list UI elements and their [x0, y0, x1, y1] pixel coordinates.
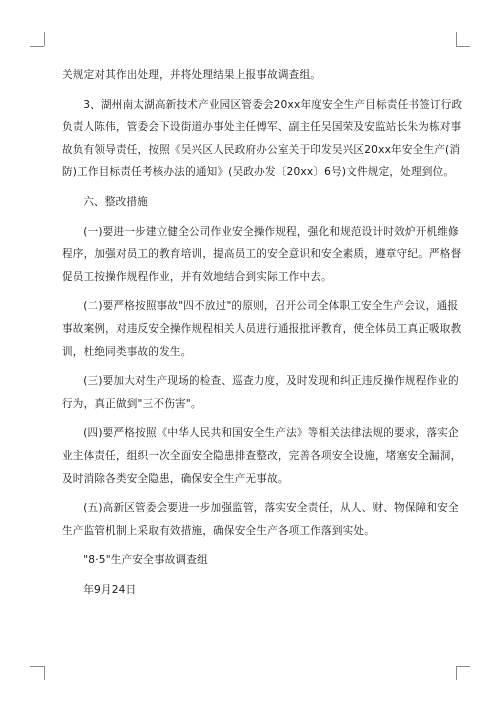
section-heading: 六、整改措施 — [83, 195, 148, 208]
text-line: (三)要加大对生产现场的检查、巡查力度，及时发现和纠正违反操作规程作业的 — [83, 375, 459, 388]
document-body — [62, 64, 463, 608]
text-line: (五)高新区管委会要进一步加强监管，落实安全责任，从人、财、物保障和安全 — [83, 502, 459, 515]
text-line: 事故案例，对违反安全操作规程相关人员进行通报批评教育，使全体员工真正吸取教 — [62, 322, 462, 335]
measure-1 — [62, 221, 462, 289]
text-line: 行为，真正做到"三不伤害"。 — [62, 397, 202, 410]
text-line: 故负有领导责任，按照《吴兴区人民政府办公室关于印发吴兴区20xx年安全生产(消 — [62, 143, 461, 156]
text-line: (一)要进一步建立健全公司作业安全操作规程，强化和规范设计时效炉开机维修 — [83, 225, 459, 238]
crop-mark-bottom-left-v — [44, 666, 45, 680]
paragraph-responsibility-3 — [62, 94, 463, 184]
measure-2 — [62, 295, 462, 363]
measure-4 — [62, 422, 462, 490]
text-line: 3、湖州南太湖高新技术产业园区管委会20xx年度安全生产目标责任书签订行政 — [83, 98, 463, 111]
text-line: (四)要严格按照《中华人民共和国安全生产法》等相关法律法规的要求，落实企 — [83, 427, 459, 440]
signature: "8·5"生产安全事故调查组 — [83, 554, 208, 567]
measure-5 — [62, 497, 459, 542]
text-line: 程序，加强对员工的教育培训，提高员工的安全意识和安全素质，遵章守纪。严格督 — [62, 248, 462, 261]
text-line: 业主体责任，组织一次全面安全隐患排查整改，完善各项安全设施，堵塞安全漏洞， — [62, 449, 462, 462]
measure-3 — [62, 370, 459, 415]
date: 年9月24日 — [83, 583, 137, 596]
crop-mark-bottom-left-h — [30, 666, 44, 667]
crop-mark-bottom-right-h — [456, 666, 470, 667]
crop-mark-bottom-right-v — [456, 666, 457, 680]
crop-mark-top-right-v — [456, 32, 457, 46]
crop-mark-top-right-h — [456, 46, 470, 47]
crop-mark-top-left-v — [44, 32, 45, 46]
text-line: 训，杜绝同类事故的发生。 — [62, 345, 192, 358]
crop-mark-top-left-h — [30, 46, 44, 47]
text-line: 防)工作目标责任考核办法的通知》(吴政办发〔20xx〕6号)文件规定，处理到位。 — [62, 166, 455, 179]
text-line: 促员工按操作规程作业，并有效地结合到实际工作中去。 — [62, 270, 332, 283]
text-line: 生产监管机制上采取有效措施，确保安全生产各项工作落到实处。 — [62, 524, 376, 537]
text-line: (二)要严格按照事故"四不放过"的原则，召开公司全体职工安全生产会议，通报 — [83, 300, 459, 313]
text-line: 及时消除各类安全隐患，确保安全生产无事故。 — [62, 472, 289, 485]
paragraph-continuation — [62, 64, 442, 87]
text-line: 关规定对其作出处理，并将处理结果上报事故调查组。 — [62, 69, 322, 81]
text-line: 负责人陈伟，管委会下设街道办事处主任傅军、副主任吴国荣及安监站长朱为栋对事 — [62, 121, 462, 134]
